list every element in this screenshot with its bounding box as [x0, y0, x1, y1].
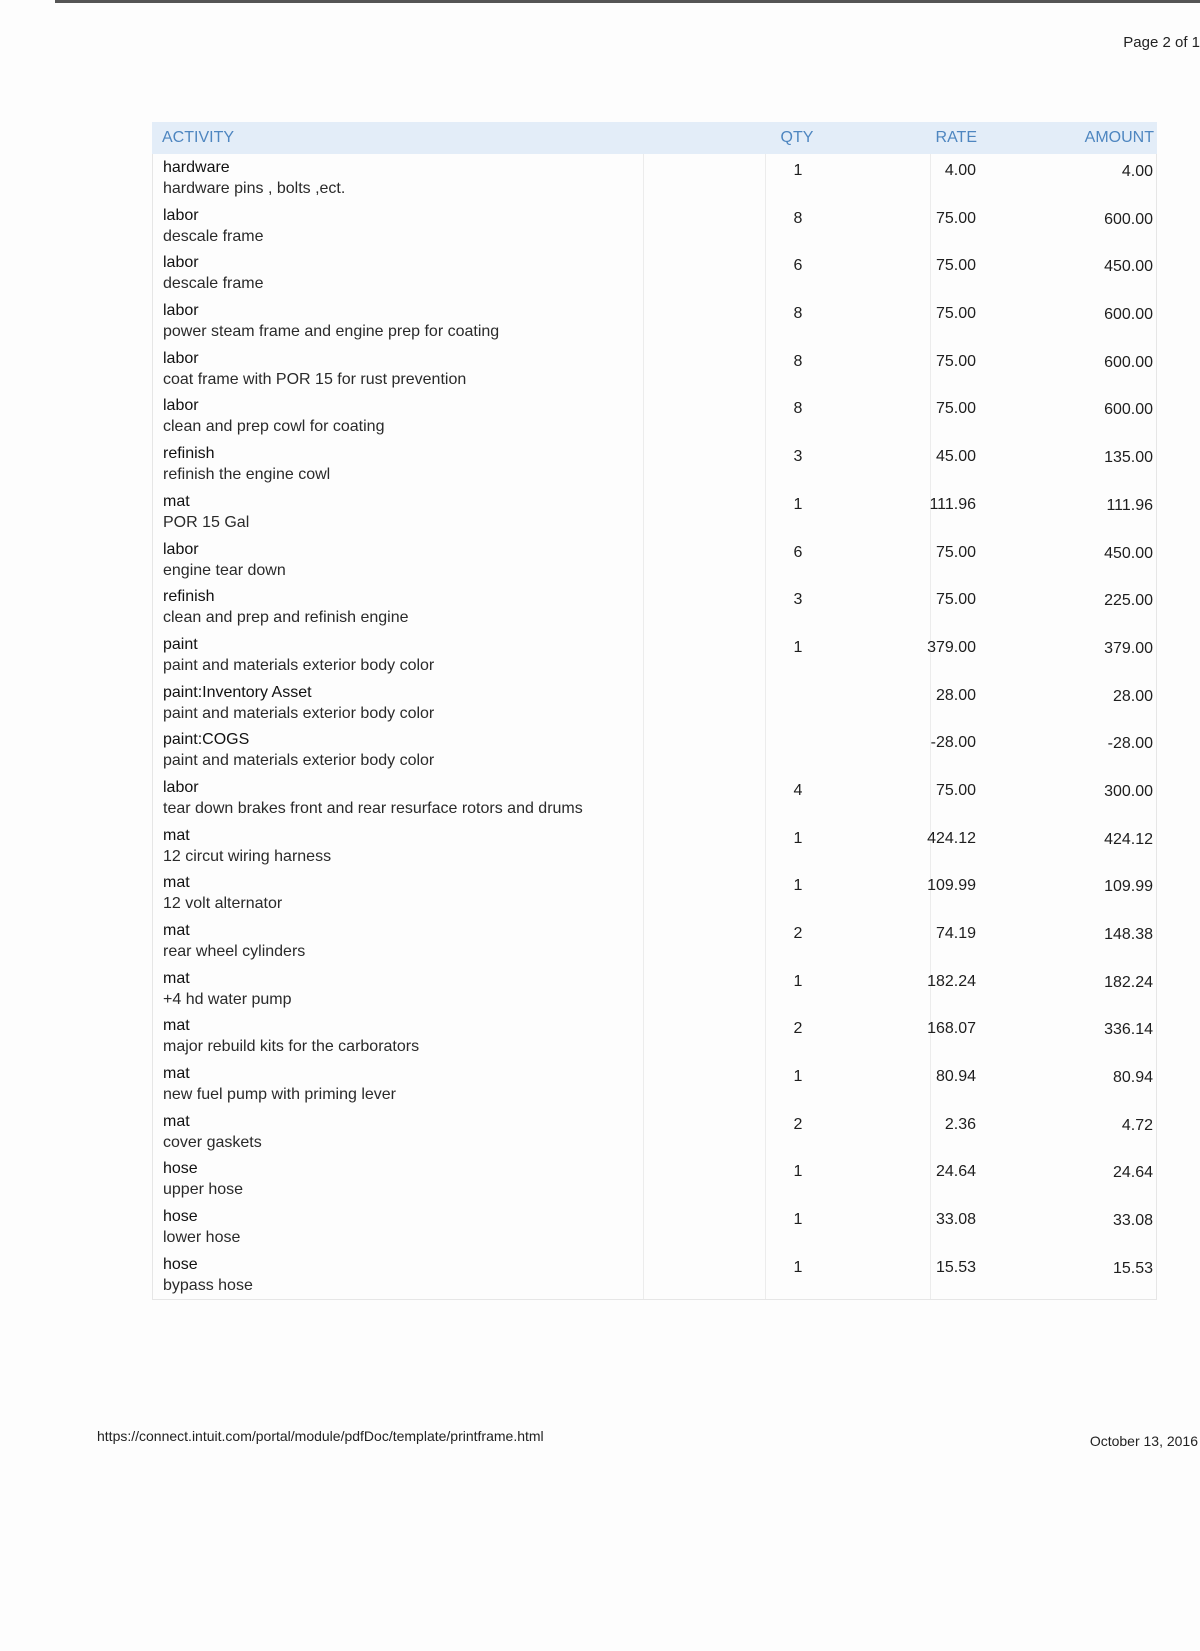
item-amount: 379.00 — [1104, 639, 1153, 657]
item-rate: -28.00 — [930, 734, 976, 752]
item-amount: 336.14 — [1104, 1021, 1153, 1039]
item-qty: 1 — [793, 1258, 803, 1276]
item-amount: 600.00 — [1104, 353, 1153, 371]
table-row — [153, 822, 1156, 870]
item-description: paint and materials exterior body color — [163, 704, 435, 722]
item-description: 12 volt alternator — [163, 895, 283, 913]
table-header — [152, 122, 1157, 154]
item-qty: 1 — [793, 972, 803, 990]
item-rate: 75.00 — [935, 591, 976, 609]
header-rate: RATE — [935, 129, 977, 146]
table-body — [152, 154, 1157, 1300]
item-rate: 168.07 — [927, 1020, 976, 1038]
item-rate: 45.00 — [935, 448, 976, 466]
item-description: paint and materials exterior body color — [163, 752, 435, 770]
item-name: hardware — [163, 159, 230, 176]
item-rate: 109.99 — [927, 877, 976, 895]
footer-date: October 13, 2016 — [1089, 1433, 1198, 1449]
item-name: hose — [163, 1208, 198, 1226]
item-description: engine tear down — [163, 561, 286, 579]
item-amount: 28.00 — [1112, 687, 1153, 705]
item-amount: 450.00 — [1104, 544, 1153, 562]
item-description: major rebuild kits for the carborators — [163, 1038, 420, 1056]
item-rate: 182.24 — [927, 972, 976, 990]
item-name: hose — [163, 1160, 198, 1178]
table-row — [153, 488, 1156, 536]
header-qty: QTY — [780, 129, 814, 146]
item-rate: 28.00 — [935, 686, 976, 704]
item-amount: 80.94 — [1112, 1069, 1153, 1087]
item-rate: 2.36 — [944, 1115, 976, 1133]
table-row — [153, 297, 1156, 345]
item-rate: 75.00 — [935, 781, 976, 799]
table-row — [153, 345, 1156, 393]
table-row — [153, 1012, 1156, 1060]
item-name: mat — [163, 1065, 190, 1083]
table-row — [153, 249, 1156, 297]
header-amount: AMOUNT — [1084, 129, 1154, 146]
footer-url: https://connect.intuit.com/portal/module/pdfDoc/template/printframe.html — [97, 1428, 544, 1444]
item-description: descale frame — [163, 227, 264, 245]
table-row — [153, 1060, 1156, 1108]
item-description: tear down brakes front and rear resurface rotors and drums — [163, 799, 583, 817]
item-rate: 424.12 — [927, 829, 976, 847]
item-rate: 75.00 — [935, 400, 976, 418]
table-row — [153, 965, 1156, 1013]
item-rate: 75.00 — [935, 257, 976, 275]
item-name: labor — [163, 540, 199, 558]
item-description: lower hose — [163, 1229, 241, 1247]
item-description: paint and materials exterior body color — [163, 656, 435, 674]
table-row — [153, 631, 1156, 679]
item-amount: 33.08 — [1112, 1212, 1153, 1230]
item-qty: 1 — [793, 877, 803, 895]
item-amount: 182.24 — [1104, 973, 1153, 991]
item-amount: 450.00 — [1104, 258, 1153, 276]
item-name: labor — [163, 397, 199, 415]
table-row — [153, 1108, 1156, 1156]
item-description: new fuel pump with priming lever — [163, 1086, 396, 1104]
item-amount: 600.00 — [1104, 210, 1153, 228]
item-qty: 8 — [793, 305, 803, 323]
item-description: rear wheel cylinders — [163, 943, 306, 960]
item-amount: 600.00 — [1104, 306, 1153, 324]
item-amount: 300.00 — [1104, 782, 1153, 800]
item-name: labor — [163, 302, 199, 320]
table-row — [153, 440, 1156, 488]
table-row — [153, 1155, 1156, 1203]
item-rate: 75.00 — [935, 543, 976, 561]
item-amount: 111.96 — [1106, 496, 1153, 514]
item-qty: 1 — [793, 495, 803, 513]
item-qty: 2 — [793, 1020, 803, 1038]
item-qty: 1 — [793, 829, 803, 847]
item-name: mat — [163, 922, 190, 939]
table-row — [153, 726, 1156, 774]
item-description: bypass hose — [163, 1276, 253, 1294]
item-qty: 2 — [793, 1115, 803, 1133]
item-amount: 4.72 — [1121, 1116, 1153, 1134]
table-row — [153, 869, 1156, 917]
item-name: paint:COGS — [163, 731, 250, 749]
table-row — [153, 392, 1156, 440]
item-qty: 8 — [793, 209, 803, 227]
item-rate: 75.00 — [935, 209, 976, 227]
item-amount: 15.53 — [1112, 1259, 1153, 1277]
page-number: Page 2 of 1 — [1123, 34, 1200, 51]
item-name: labor — [163, 206, 199, 224]
item-amount: 135.00 — [1104, 449, 1153, 467]
table-row — [153, 1203, 1156, 1251]
item-amount: 148.38 — [1104, 926, 1153, 943]
item-description: coat frame with POR 15 for rust prevention — [163, 370, 467, 388]
item-rate: 75.00 — [935, 352, 976, 370]
top-rule — [55, 0, 1200, 3]
item-description: refinish the engine cowl — [163, 466, 331, 484]
table-row — [153, 917, 1156, 965]
item-qty: 1 — [793, 162, 803, 179]
table-row — [153, 1251, 1156, 1299]
item-qty: 3 — [793, 448, 803, 466]
item-name: mat — [163, 826, 190, 844]
item-amount: 424.12 — [1104, 830, 1153, 848]
item-description: POR 15 Gal — [163, 513, 250, 531]
item-name: refinish — [163, 588, 215, 606]
item-description: descale frame — [163, 275, 264, 293]
item-description: hardware pins , bolts ,ect. — [163, 180, 346, 197]
item-name: paint:Inventory Asset — [163, 683, 312, 701]
invoice-table — [152, 122, 1157, 1300]
item-qty: 1 — [793, 1068, 803, 1086]
item-name: labor — [163, 254, 199, 272]
item-rate: 15.53 — [935, 1258, 976, 1276]
item-qty: 6 — [793, 543, 803, 561]
table-row — [153, 154, 1156, 202]
item-name: mat — [163, 1017, 190, 1035]
header-activity: ACTIVITY — [162, 129, 235, 146]
item-amount: 24.64 — [1112, 1164, 1153, 1182]
item-description: clean and prep cowl for coating — [163, 418, 385, 436]
item-qty: 8 — [793, 400, 803, 418]
item-rate: 24.64 — [935, 1163, 976, 1181]
item-name: refinish — [163, 445, 215, 463]
item-name: mat — [163, 874, 190, 892]
table-row — [153, 583, 1156, 631]
item-amount: 4.00 — [1121, 163, 1153, 180]
item-description: upper hose — [163, 1181, 244, 1199]
item-name: mat — [163, 492, 190, 510]
item-name: mat — [163, 1112, 190, 1130]
item-qty: 6 — [793, 257, 803, 275]
item-qty: 4 — [793, 781, 803, 799]
item-name: paint — [163, 635, 198, 653]
item-rate: 111.96 — [929, 495, 976, 513]
item-amount: 225.00 — [1104, 592, 1153, 610]
item-qty: 8 — [793, 352, 803, 370]
item-rate: 379.00 — [927, 638, 976, 656]
item-amount: 109.99 — [1104, 878, 1153, 896]
table-row — [153, 774, 1156, 822]
item-qty: 2 — [793, 925, 803, 942]
table-row — [153, 202, 1156, 250]
item-amount: 600.00 — [1104, 401, 1153, 419]
item-qty: 1 — [793, 1163, 803, 1181]
item-description: +4 hd water pump — [163, 990, 292, 1008]
item-name: labor — [163, 778, 199, 796]
item-name: labor — [163, 349, 199, 367]
item-rate: 74.19 — [935, 925, 976, 942]
table-row — [153, 536, 1156, 584]
item-name: mat — [163, 969, 190, 987]
table-row — [153, 679, 1156, 727]
item-qty: 1 — [793, 1211, 803, 1229]
item-rate: 4.00 — [944, 162, 976, 179]
item-rate: 75.00 — [935, 305, 976, 323]
item-name: hose — [163, 1255, 198, 1273]
item-description: cover gaskets — [163, 1133, 262, 1151]
item-description: 12 circut wiring harness — [163, 847, 332, 865]
item-rate: 80.94 — [935, 1068, 976, 1086]
item-qty: 1 — [793, 638, 803, 656]
item-description: clean and prep and refinish engine — [163, 609, 409, 627]
item-qty: 3 — [793, 591, 803, 609]
item-description: power steam frame and engine prep for coating — [163, 323, 500, 341]
item-rate: 33.08 — [935, 1211, 976, 1229]
item-amount: -28.00 — [1107, 735, 1153, 753]
